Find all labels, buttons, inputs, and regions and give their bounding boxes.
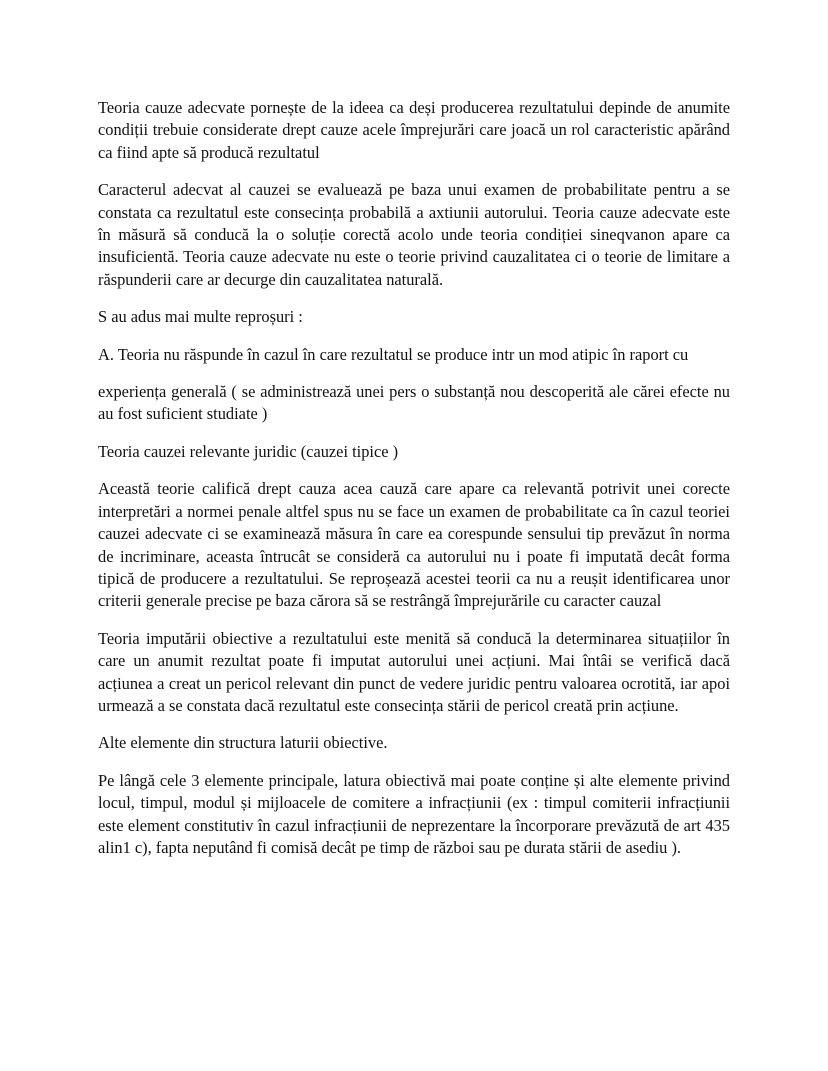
paragraph-adequate-cause-evaluation: Caracterul adecvat al cauzei se evaluează pe baza unui examen de probabilitate pentru a se constata ca rezultatul este consecința probabilă a axtiunii autorului. Teoria cauze adecvate este în măsură să conducă la o soluție corectă acolo unde teoria condiției sineqvanon apare ca insuficientă. Teoria cauze adecvate nu este o teorie privind cauzalitatea ci o teorie de limitare a răspunderii care ar decurge din cauzalitatea naturală. — [98, 180, 730, 289]
document-page — [98, 97, 730, 874]
paragraph-reproaches-heading: S au adus mai multe reproșuri : — [98, 307, 303, 327]
paragraph-adequate-cause-intro: Teoria cauze adecvate pornește de la ideea ca deși producerea rezultatului depinde de anumite condiții trebuie considerate drept cauze acele împrejurări care joacă un rol caracteristic apărând ca fiind apte să producă rezultatul — [98, 98, 730, 162]
paragraph-reproach-a: A. Teoria nu răspunde în cazul în care rezultatul se produce intr un mod atipic în raport cu — [98, 344, 689, 364]
paragraph-objective-imputation: Teoria imputării obiective a rezultatului este menită să conducă la determinarea situațiilor în care un anumit rezultat poate fi imputat autorului unei acțiuni. Mai întâi se verifică dacă acțiunea a creat un pericol relevant din punct de vedere juridic pentru valoarea ocrotită, iar apoi urmează a se constata dacă rezultatul este consecința stării de pericol creată prin acțiune. — [98, 628, 730, 715]
paragraph-relevant-cause-body: Această teorie califică drept cauza acea cauză care apare ca relevantă potrivit unei corecte interpretări a normei penale altfel spus nu se face un examen de probabilitate ca în cazul teoriei cauzei adecvate ci se examinează măsura în care ea corespunde sensului tip prevăzut în norma de incriminare, aceasta întrucât se consideră ca autorului nu i poate fi imputată decât forma tipică de producere a rezultatului. Se reproșează acestei teorii ca nu a reușit identificarea unor criterii generale precise pe baza cărora să se restrângă împrejurările cu caracter cauzal — [98, 479, 730, 611]
paragraph-other-elements-body: Pe lângă cele 3 elemente principale, latura obiectivă mai poate conține și alte elemente privind locul, timpul, modul și mijloacele de comitere a infracțiunii (ex : timpul comiterii infracțiunii este element constitutiv în cazul infracțiunii de neprezentare la încorporare prevăzută de art 435 alin1 c), fapta neputând fi comisă decât pe timp de război sau pe durata stării de asediu ). — [98, 770, 730, 857]
paragraph-general-experience: experiența generală ( se administrează unei pers o substanță nou descoperită ale cărei efecte nu au fost suficient studiate ) — [98, 382, 730, 424]
paragraph-relevant-cause-heading: Teoria cauzei relevante juridic (cauzei tipice ) — [98, 441, 399, 461]
paragraph-other-elements-heading: Alte elemente din structura laturii obiective. — [98, 733, 388, 753]
